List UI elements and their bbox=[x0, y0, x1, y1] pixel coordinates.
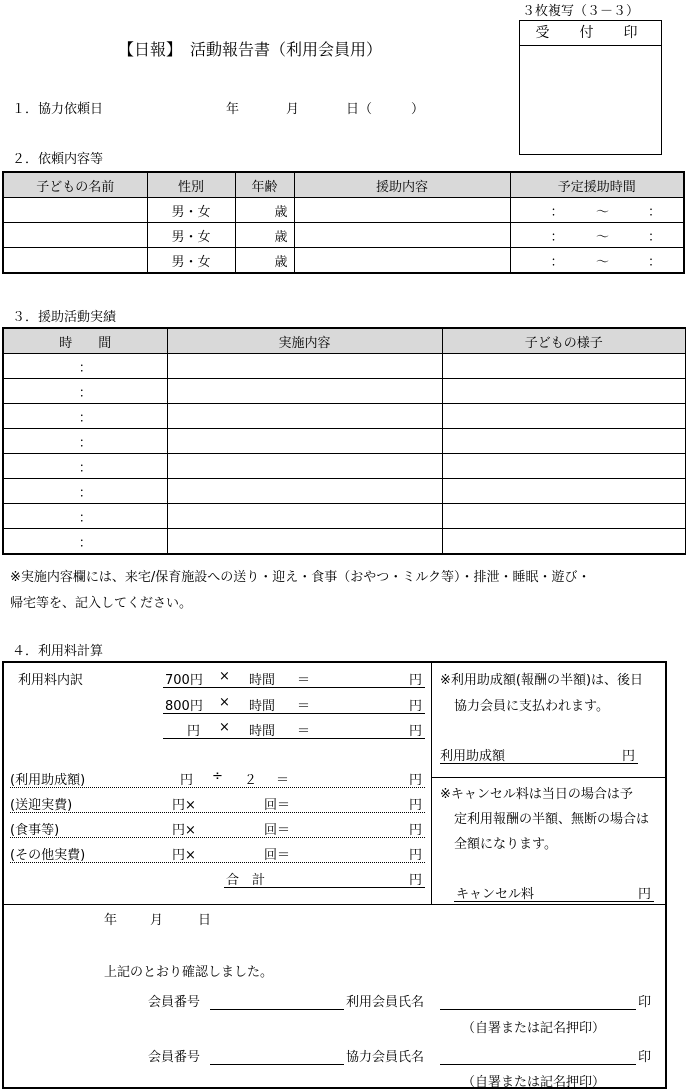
table-row bbox=[3, 354, 686, 379]
fee-divider-right bbox=[431, 777, 667, 778]
helper-seal-label: 印 bbox=[638, 1050, 652, 1065]
confirm-year-label: 年 bbox=[104, 913, 118, 928]
column-header: 性別 bbox=[147, 172, 235, 198]
time-cell[interactable]: ： bbox=[3, 354, 167, 379]
request-year-label: 年 bbox=[226, 102, 240, 117]
activity-content-cell[interactable] bbox=[167, 404, 442, 429]
table-row bbox=[3, 529, 686, 555]
activity-note-line1: ※実施内容欄には、来宅/保育施設への送り・迎え・食事（おやつ・ミルク等）・排泄・睡眠・遊び・ bbox=[10, 570, 591, 585]
time-cell[interactable]: ： bbox=[3, 379, 167, 404]
column-header: 子どもの様子 bbox=[442, 328, 686, 354]
table-row bbox=[3, 223, 684, 248]
section4-label: ４．利用料計算 bbox=[12, 644, 104, 659]
table-row bbox=[3, 429, 686, 454]
fee-breakdown-label: 利用料内訳 bbox=[18, 673, 84, 688]
cancel-note-line2: 定利用報酬の半額、無断の場合は bbox=[454, 812, 650, 827]
user-name-label: 利用会員氏名 bbox=[346, 995, 425, 1010]
activity-content-cell[interactable] bbox=[167, 354, 442, 379]
assist-content-cell[interactable] bbox=[294, 223, 510, 248]
child-condition-cell[interactable] bbox=[442, 379, 686, 404]
child-condition-cell[interactable] bbox=[442, 504, 686, 529]
age-cell[interactable]: 歳 bbox=[235, 248, 294, 274]
helper-sign-note: （自署または記名押印） bbox=[462, 1075, 606, 1090]
activity-content-cell[interactable] bbox=[167, 429, 442, 454]
child-condition-cell[interactable] bbox=[442, 529, 686, 555]
total-line: 合 計 円 bbox=[224, 869, 425, 888]
activity-content-cell[interactable] bbox=[167, 479, 442, 504]
child-condition-cell[interactable] bbox=[442, 454, 686, 479]
request-table-header bbox=[3, 172, 684, 198]
section3-label: ３．援助活動実績 bbox=[12, 310, 117, 325]
user-member-no-label: 会員番号 bbox=[148, 995, 201, 1010]
fee-calculation-box bbox=[2, 661, 667, 1089]
gender-cell[interactable]: 男・女 bbox=[147, 198, 235, 223]
column-header: 予定援助時間 bbox=[510, 172, 684, 198]
other-expense-line: (その他実費) 円× 回＝ 円 bbox=[10, 844, 425, 863]
assist-content-cell[interactable] bbox=[294, 198, 510, 223]
confirm-month-label: 月 bbox=[150, 913, 164, 928]
child-condition-cell[interactable] bbox=[442, 354, 686, 379]
column-header: 子どもの名前 bbox=[3, 172, 147, 198]
planned-time-cell[interactable]: ： ～ ： bbox=[510, 248, 684, 274]
table-row bbox=[3, 479, 686, 504]
helper-name-field[interactable] bbox=[440, 1046, 636, 1065]
right-subsidy-line: 利用助成額 円 bbox=[440, 745, 638, 764]
request-month-label: 月 bbox=[286, 102, 300, 117]
gender-cell[interactable]: 男・女 bbox=[147, 223, 235, 248]
user-seal-label: 印 bbox=[638, 995, 652, 1010]
column-header: 年齢 bbox=[235, 172, 294, 198]
transport-line: (送迎実費) 円× 回＝ 円 bbox=[10, 794, 425, 813]
helper-member-no-field[interactable] bbox=[210, 1046, 344, 1065]
user-member-no-field[interactable] bbox=[210, 991, 344, 1010]
column-header: 援助内容 bbox=[294, 172, 510, 198]
subsidy-note-line2: 協力会員に支払われます。 bbox=[454, 699, 609, 714]
fee-divider-vertical bbox=[431, 663, 432, 904]
activity-content-cell[interactable] bbox=[167, 454, 442, 479]
request-table bbox=[2, 171, 685, 274]
subsidy-line: (利用助成額) 円 ÷ ２ ＝ 円 bbox=[10, 769, 425, 788]
assist-content-cell[interactable] bbox=[294, 248, 510, 274]
activity-table bbox=[2, 327, 686, 555]
table-row bbox=[3, 248, 684, 274]
fee-line-other: 円 × 時間 ＝ 円 bbox=[163, 720, 425, 739]
helper-member-no-label: 会員番号 bbox=[148, 1050, 201, 1065]
page-title: 【日報】 活動報告書（利用会員用） bbox=[118, 40, 383, 59]
activity-content-cell[interactable] bbox=[167, 379, 442, 404]
child-name-cell[interactable] bbox=[3, 198, 147, 223]
confirm-statement: 上記のとおり確認しました。 bbox=[104, 965, 274, 980]
section2-label: ２．依頼内容等 bbox=[12, 152, 104, 167]
time-cell[interactable]: ： bbox=[3, 429, 167, 454]
fee-line-800: 800円 × 時間 ＝ 円 bbox=[163, 695, 425, 714]
child-name-cell[interactable] bbox=[3, 223, 147, 248]
time-cell[interactable]: ： bbox=[3, 454, 167, 479]
user-name-field[interactable] bbox=[440, 991, 636, 1010]
cancel-note-line3: 全額になります。 bbox=[454, 837, 557, 852]
section1-label: １．協力依頼日 bbox=[12, 102, 104, 117]
column-header: 時 間 bbox=[3, 328, 167, 354]
reception-stamp-box bbox=[519, 20, 662, 155]
activity-content-cell[interactable] bbox=[167, 529, 442, 555]
table-row bbox=[3, 198, 684, 223]
time-cell[interactable]: ： bbox=[3, 479, 167, 504]
gender-cell[interactable]: 男・女 bbox=[147, 248, 235, 274]
table-row bbox=[3, 504, 686, 529]
cancel-note-line1: ※キャンセル料は当日の場合は予 bbox=[440, 787, 633, 802]
age-cell[interactable]: 歳 bbox=[235, 223, 294, 248]
activity-table-header bbox=[3, 328, 686, 354]
child-condition-cell[interactable] bbox=[442, 429, 686, 454]
time-cell[interactable]: ： bbox=[3, 404, 167, 429]
child-condition-cell[interactable] bbox=[442, 404, 686, 429]
fee-line-700: 700円 × 時間 ＝ 円 bbox=[163, 669, 425, 688]
time-cell[interactable]: ： bbox=[3, 529, 167, 555]
column-header: 実施内容 bbox=[167, 328, 442, 354]
reception-stamp-label: 受 付 印 bbox=[520, 21, 661, 46]
table-row bbox=[3, 379, 686, 404]
activity-note-line2: 帰宅等を、記入してください。 bbox=[10, 596, 193, 611]
copy-note: ３枚複写（３－３） bbox=[522, 4, 640, 19]
child-condition-cell[interactable] bbox=[442, 479, 686, 504]
time-cell[interactable]: ： bbox=[3, 504, 167, 529]
user-sign-note: （自署または記名押印） bbox=[462, 1021, 606, 1036]
request-day-label: 日（ ） bbox=[346, 102, 425, 117]
activity-content-cell[interactable] bbox=[167, 504, 442, 529]
child-name-cell[interactable] bbox=[3, 248, 147, 274]
meal-line: (食事等) 円× 回＝ 円 bbox=[10, 819, 425, 838]
planned-time-cell[interactable]: ： ～ ： bbox=[510, 223, 684, 248]
planned-time-cell[interactable]: ： ～ ： bbox=[510, 198, 684, 223]
subsidy-note-line1: ※利用助成額(報酬の半額)は、後日 bbox=[440, 673, 644, 688]
fee-divider-horizontal bbox=[4, 904, 667, 905]
confirm-day-label: 日 bbox=[198, 913, 212, 928]
table-row bbox=[3, 454, 686, 479]
age-cell[interactable]: 歳 bbox=[235, 198, 294, 223]
helper-name-label: 協力会員氏名 bbox=[346, 1050, 425, 1065]
cancel-fee-line: キャンセル料 円 bbox=[454, 883, 654, 902]
table-row bbox=[3, 404, 686, 429]
